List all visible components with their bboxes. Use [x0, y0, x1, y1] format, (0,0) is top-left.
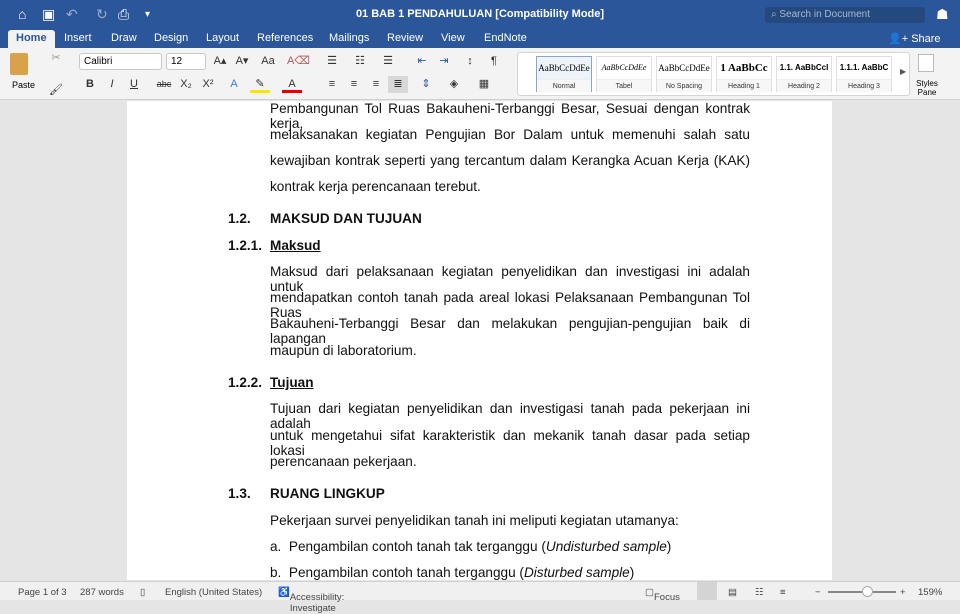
- style-name: Tabel: [597, 79, 651, 92]
- tab-insert[interactable]: Insert: [64, 32, 92, 44]
- heading-number: 1.2.2.: [228, 375, 263, 390]
- increase-indent-button[interactable]: ⇥: [439, 55, 449, 67]
- focus-button[interactable]: ▢ Focus: [645, 587, 680, 603]
- borders-button[interactable]: ▦: [478, 78, 490, 90]
- web-layout-view-button[interactable]: ▤: [728, 587, 737, 598]
- list-end: ): [666, 539, 672, 554]
- heading-number: 1.2.1.: [228, 238, 263, 253]
- list-item: [270, 565, 750, 580]
- tab-references[interactable]: References: [257, 32, 314, 44]
- document-page[interactable]: [127, 101, 832, 580]
- strikethrough-button[interactable]: abc: [156, 79, 172, 89]
- bullets-button[interactable]: ☰: [327, 55, 337, 67]
- paste-icon[interactable]: [10, 53, 28, 75]
- word-count[interactable]: 287 words: [80, 587, 124, 598]
- tab-review[interactable]: Review: [387, 32, 424, 44]
- style-heading-2[interactable]: [776, 56, 832, 92]
- account-icon[interactable]: ☗: [936, 6, 949, 22]
- search-placeholder: Search in Document: [779, 9, 870, 20]
- body-line: perencanaan pekerjaan.: [270, 454, 417, 469]
- tab-design[interactable]: Design: [154, 32, 189, 44]
- tab-view[interactable]: View: [441, 32, 465, 44]
- body-line: untuk mengetahui sifat karakteristik dan mekanik tanah dasar pada setiap lokasi: [270, 428, 750, 458]
- tab-endnote[interactable]: EndNote: [484, 32, 527, 44]
- list-end: ): [629, 565, 635, 580]
- style-name: Normal: [537, 79, 591, 92]
- page-count[interactable]: Page 1 of 3: [18, 587, 67, 598]
- print-layout-view-button[interactable]: [697, 582, 717, 600]
- clear-formatting-button[interactable]: A⌫: [287, 55, 310, 67]
- align-left-button[interactable]: ≡: [328, 78, 336, 90]
- body-line: Pekerjaan survei penyelidikan tanah ini meliputi kegiatan utamanya:: [270, 513, 679, 528]
- paste-button[interactable]: Paste: [12, 80, 36, 90]
- tab-mailings[interactable]: Mailings: [329, 32, 370, 44]
- tab-layout[interactable]: Layout: [206, 32, 240, 44]
- font-color-button[interactable]: A: [282, 76, 302, 93]
- style-preview: 1 AaBbCc: [720, 62, 768, 74]
- zoom-slider[interactable]: [828, 591, 896, 593]
- outline-view-button[interactable]: ☷: [755, 587, 764, 598]
- body-line: Bakauheni-Terbanggi Besar dan melakukan pengujian-pengujian baik di lapangan: [270, 316, 750, 346]
- shrink-font-button[interactable]: A▾: [235, 55, 249, 67]
- style-heading-1[interactable]: [716, 56, 772, 92]
- styles-pane-icon[interactable]: [918, 54, 934, 72]
- style-heading-3[interactable]: [836, 56, 892, 92]
- multilevel-list-button[interactable]: ☰: [383, 55, 393, 67]
- justify-button[interactable]: ≣: [388, 76, 408, 93]
- style-name: Heading 1: [717, 79, 771, 92]
- list-text: Pengambilan contoh tanah terganggu (: [288, 565, 524, 580]
- title-bar: [0, 0, 960, 30]
- list-item: [270, 539, 750, 554]
- line-spacing-button[interactable]: ⇕: [421, 78, 431, 90]
- body-line: melaksanakan kegiatan Pengujian Bor Dalam untuk memenuhi salah satu: [270, 127, 750, 142]
- zoom-out-button[interactable]: −: [815, 587, 821, 598]
- style-tabel[interactable]: [596, 56, 652, 92]
- heading-maksud: Maksud: [270, 238, 321, 253]
- search-input[interactable]: ⌕ Search in Document: [765, 7, 925, 23]
- proofing-icon[interactable]: ▯: [140, 587, 146, 598]
- style-preview: AaBbCcDdEe: [538, 63, 590, 73]
- list-marker: b.: [270, 565, 282, 580]
- accessibility-status[interactable]: ♿ Accessibility: Investigate: [278, 587, 345, 614]
- style-name: Heading 3: [837, 79, 891, 92]
- style-preview: AaBbCcDdEe: [658, 63, 710, 73]
- zoom-slider-thumb[interactable]: [862, 586, 873, 597]
- heading-maksud-dan-tujuan: MAKSUD DAN TUJUAN: [270, 211, 422, 226]
- zoom-in-button[interactable]: +: [900, 587, 906, 598]
- style-name: Heading 2: [777, 79, 831, 92]
- cut-icon[interactable]: ✂: [51, 52, 61, 64]
- body-line: kontrak kerja perencanaan terebut.: [270, 179, 481, 194]
- change-case-button[interactable]: Aa: [261, 55, 275, 67]
- shading-button[interactable]: ◈: [449, 78, 459, 90]
- text-effects-button[interactable]: A: [230, 78, 238, 90]
- heading-tujuan: Tujuan: [270, 375, 314, 390]
- customize-toolbar-icon[interactable]: ▾: [145, 9, 151, 20]
- align-center-button[interactable]: ≡: [350, 78, 358, 90]
- body-line: Maksud dari pelaksanaan kegiatan penyelidikan dan investigasi ini adalah untuk: [270, 264, 750, 294]
- print-icon[interactable]: ⎙: [118, 6, 130, 22]
- list-marker: a.: [270, 539, 282, 554]
- subscript-button[interactable]: X₂: [180, 78, 192, 90]
- numbering-button[interactable]: ☷: [355, 55, 365, 67]
- styles-gallery: [517, 52, 910, 96]
- home-icon[interactable]: ⌂: [18, 6, 27, 22]
- body-line: maupun di laboratorium.: [270, 343, 417, 358]
- body-line: Pembangunan Tol Ruas Bakauheni-Terbanggi Besar, Sesuai dengan kontrak kerja,: [270, 101, 750, 131]
- heading-number: 1.3.: [228, 486, 251, 501]
- highlight-button[interactable]: ✎: [250, 76, 270, 93]
- list-italic: Disturbed sample: [523, 565, 630, 580]
- style-preview: 1.1.1. AaBbC: [839, 63, 889, 72]
- font-name-select[interactable]: Calibri: [79, 53, 162, 70]
- styles-more-icon[interactable]: ▶: [900, 67, 907, 76]
- status-bar: [0, 581, 960, 614]
- accessibility-label: Accessibility: Investigate: [289, 592, 345, 614]
- styles-pane-button[interactable]: Styles Pane: [916, 79, 938, 97]
- ribbon-tabs: [0, 30, 960, 48]
- tab-home[interactable]: Home: [8, 30, 55, 48]
- draft-view-button[interactable]: ≡: [780, 587, 786, 598]
- align-right-button[interactable]: ≡: [372, 78, 380, 90]
- show-formatting-button[interactable]: ¶: [491, 55, 497, 67]
- share-button[interactable]: 👤+ Share: [888, 33, 941, 45]
- language[interactable]: English (United States): [165, 587, 263, 598]
- grow-font-button[interactable]: A▴: [213, 55, 227, 67]
- style-normal[interactable]: [536, 56, 592, 92]
- zoom-level[interactable]: 159%: [918, 587, 943, 598]
- focus-label: Focus: [653, 592, 680, 603]
- redo-icon[interactable]: ↻: [96, 6, 108, 22]
- style-preview: 1.1. AaBbCcI: [779, 63, 829, 72]
- body-line: mendapatkan contoh tanah pada areal lokasi Pelaksanaan Pembangunan Tol Ruas: [270, 290, 750, 320]
- ribbon-home: [0, 48, 960, 100]
- style-preview: AaBbCcDdEe: [601, 63, 647, 72]
- bold-button[interactable]: B: [86, 78, 94, 90]
- undo-icon[interactable]: ↶: [66, 6, 78, 22]
- sort-button[interactable]: ↕: [467, 55, 473, 67]
- save-icon[interactable]: ▣: [42, 6, 56, 22]
- style-no-spacing[interactable]: [656, 56, 712, 92]
- underline-button[interactable]: U: [130, 78, 138, 90]
- superscript-button[interactable]: X²: [202, 78, 214, 90]
- body-line: kewajiban kontrak seperti yang tercantum dalam Kerangka Acuan Kerja (KAK): [270, 153, 750, 168]
- list-text: Pengambilan contoh tanah tak terganggu (: [288, 539, 546, 554]
- list-italic: Undisturbed sample: [545, 539, 667, 554]
- heading-ruang-lingkup: RUANG LINGKUP: [270, 486, 385, 501]
- tab-draw[interactable]: Draw: [111, 32, 137, 44]
- style-name: No Spacing: [657, 79, 711, 92]
- italic-button[interactable]: I: [110, 78, 114, 90]
- format-painter-icon[interactable]: 🖌: [49, 84, 63, 96]
- decrease-indent-button[interactable]: ⇤: [417, 55, 427, 67]
- share-label: Share: [911, 33, 941, 45]
- heading-number: 1.2.: [228, 211, 251, 226]
- font-size-select[interactable]: 12: [166, 53, 206, 70]
- body-line: Tujuan dari kegiatan penyelidikan dan investigasi tanah pada pekerjaan ini adalah: [270, 401, 750, 431]
- document-title: 01 BAB 1 PENDAHULUAN [Compatibility Mode]: [355, 8, 605, 20]
